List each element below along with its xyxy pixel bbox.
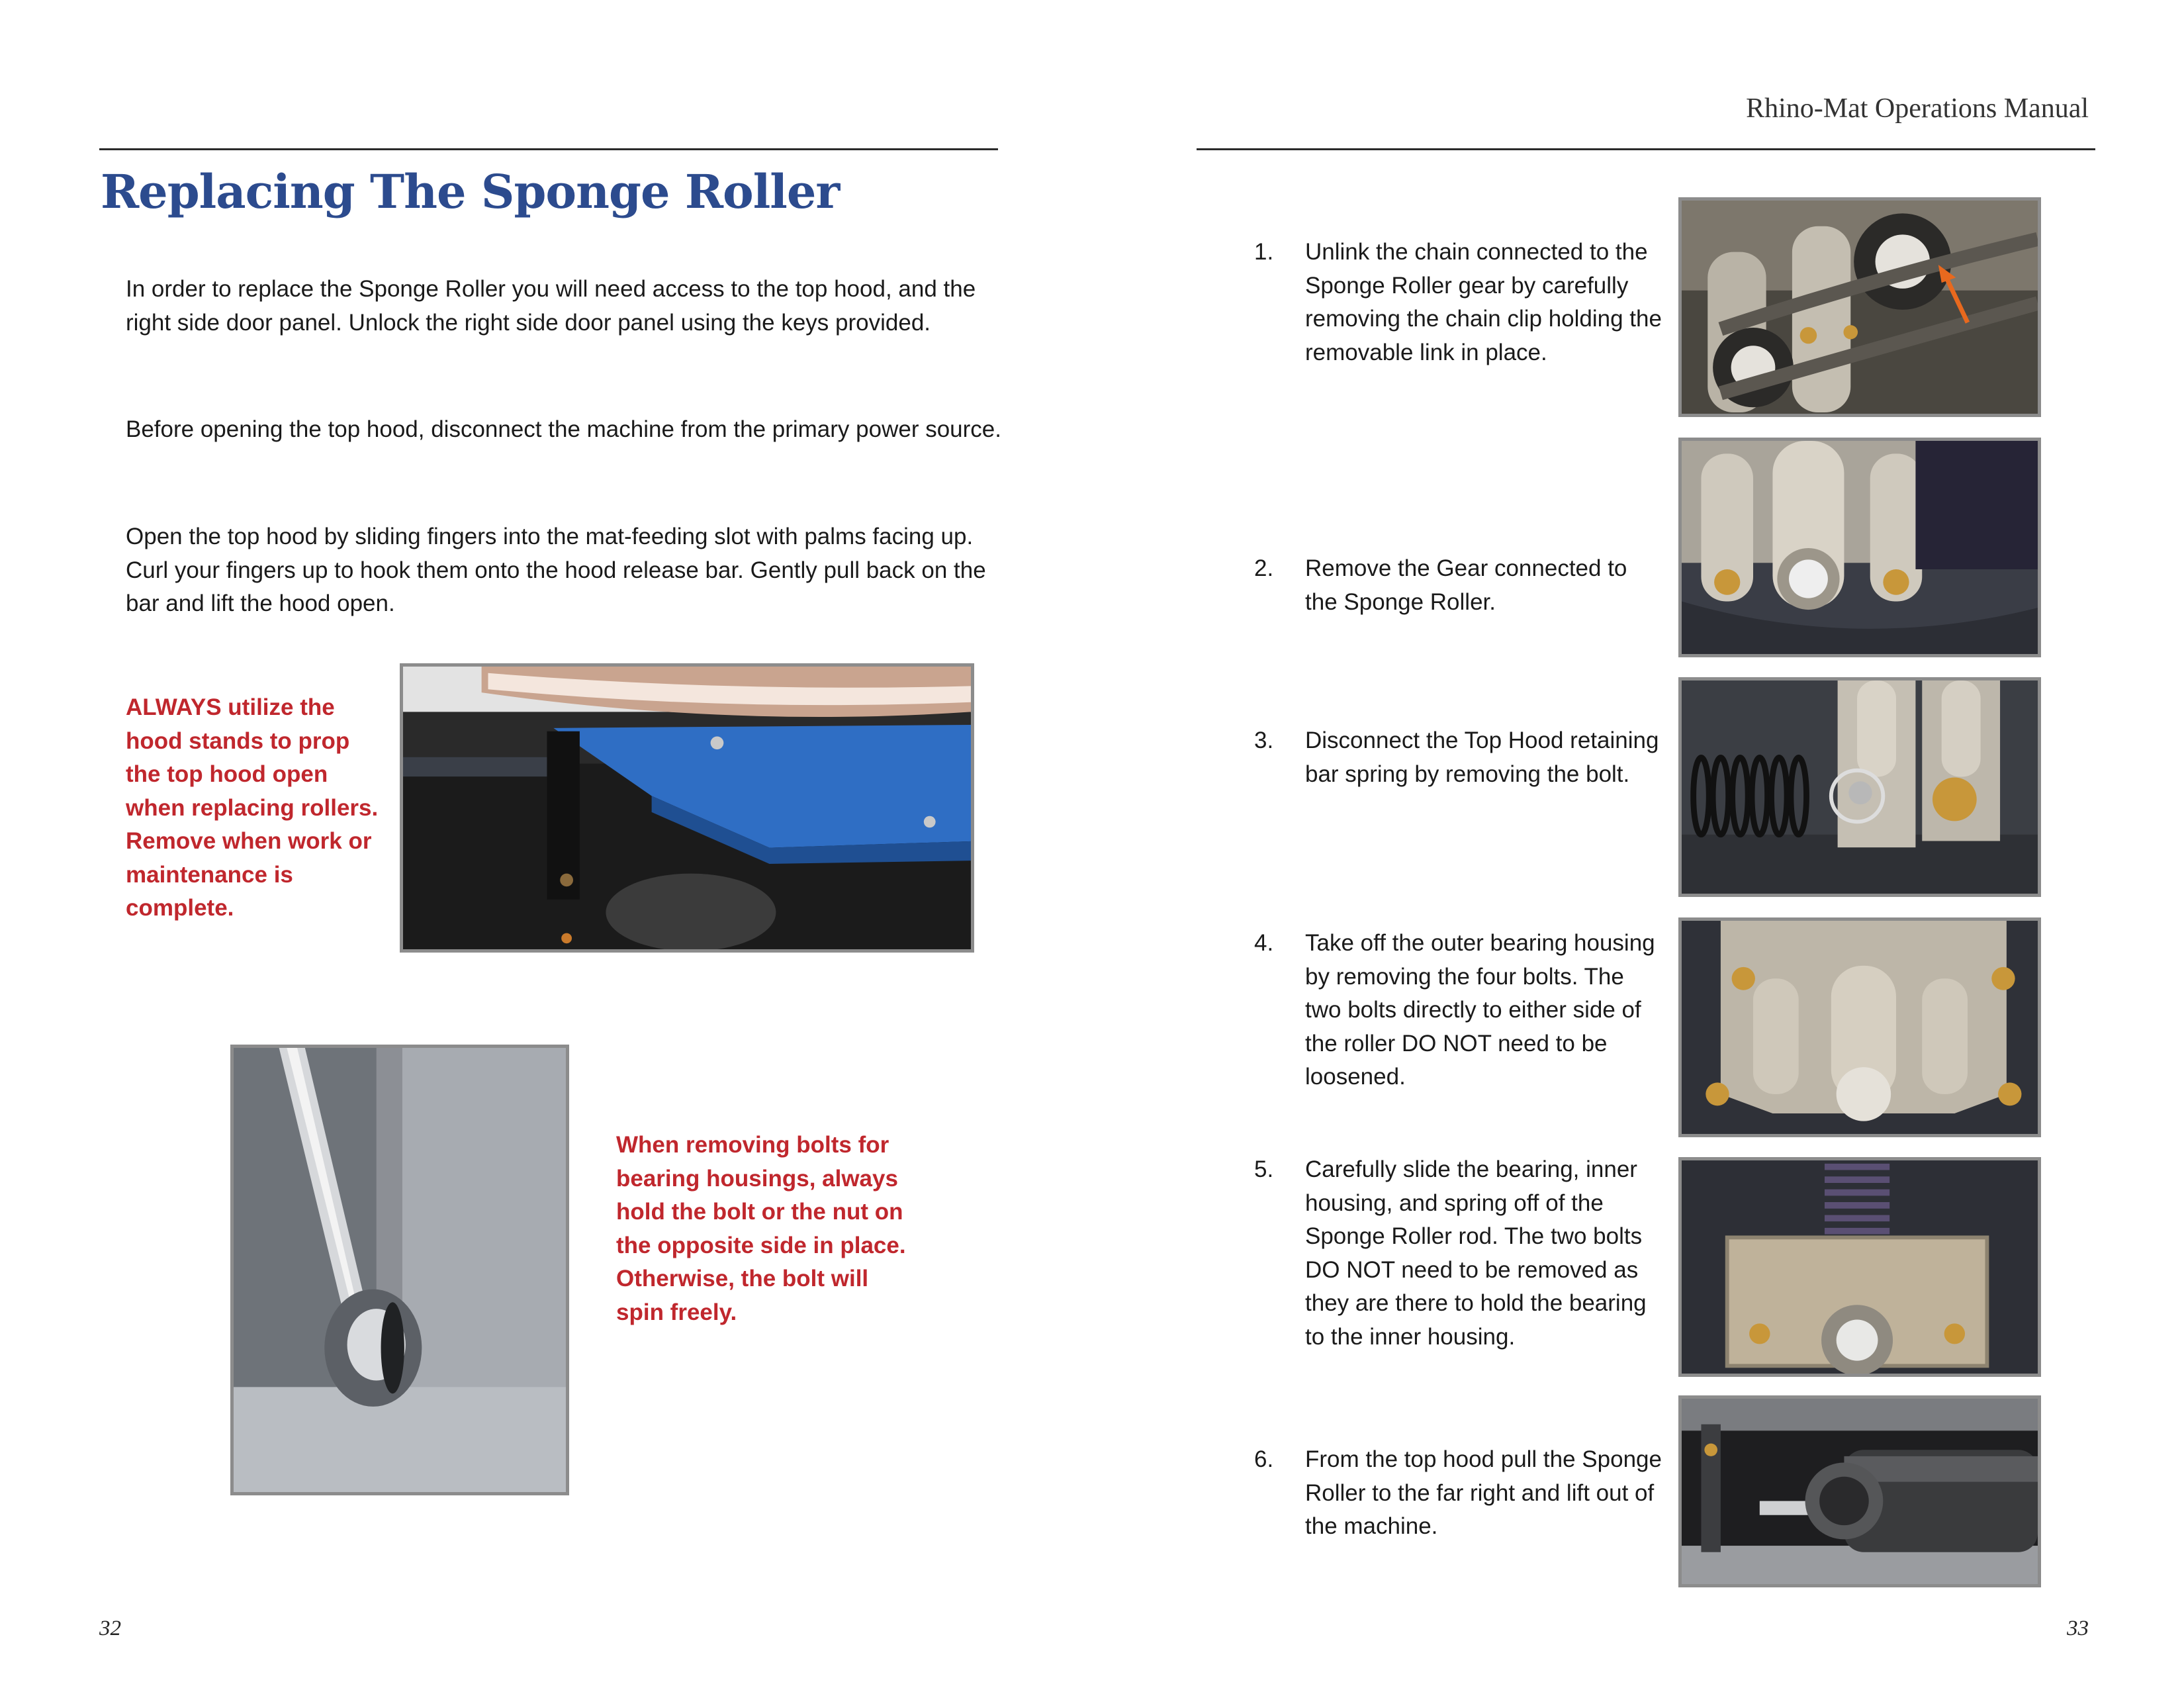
step-4-bearing-housing-photo xyxy=(1678,917,2041,1137)
page-title: Replacing The Sponge Roller xyxy=(101,164,840,219)
step-text: From the top hood pull the Sponge Roller to the far right and lift out of the machine. xyxy=(1305,1446,1662,1539)
step-number: 3. xyxy=(1254,727,1274,753)
step-text: Remove the Gear connected to the Sponge Roller. xyxy=(1305,555,1627,615)
intro-paragraph: In order to replace the Sponge Roller you will need access to the top hood, and the right side door panel. Unlock the right side door panel using the keys provided. xyxy=(126,276,976,336)
right-page-number: 33 xyxy=(2067,1617,2089,1640)
step-3-spring-photo xyxy=(1678,677,2041,897)
manual-title: Rhino-Mat Operations Manual xyxy=(1746,93,2089,124)
step-6-roller-removal-photo xyxy=(1678,1395,2041,1587)
step-number: 1. xyxy=(1254,239,1274,265)
power-paragraph: Before opening the top hood, disconnect the machine from the primary power source. xyxy=(126,416,1001,442)
open-hood-paragraph: Open the top hood by sliding fingers into the mat-feeding slot with palms facing up. Curl your fingers up to hook them onto the hood release bar. Gently pull back on the bar and lift the hood open. xyxy=(126,524,986,616)
left-page-number: 32 xyxy=(99,1617,121,1640)
step-text: Take off the outer bearing housing by removing the four bolts. The two bolts directly to either side of the roller DO NOT need to be loosened. xyxy=(1305,930,1655,1090)
step-number: 5. xyxy=(1254,1156,1274,1182)
step-text: Carefully slide the bearing, inner housing, and spring off of the Sponge Roller rod. The two bolts DO NOT need to be removed as they are there to hold the bearing to the inner housing. xyxy=(1305,1156,1647,1350)
step-number: 6. xyxy=(1254,1446,1274,1472)
step-number: 2. xyxy=(1254,555,1274,581)
step-text: Disconnect the Top Hood retaining bar spring by removing the bolt. xyxy=(1305,727,1659,787)
step-number: 4. xyxy=(1254,930,1274,956)
left-header-rule xyxy=(99,148,998,150)
step-1-chain-photo xyxy=(1678,197,2041,417)
hood-stand-warning: ALWAYS utilize the hood stands to prop the top hood open when replacing rollers. Remove when work or maintenance is complete. xyxy=(126,694,379,921)
bolt-holding-warning: When removing bolts for bearing housings, always hold the bolt or the nut on the opposite side in place. Otherwise, the bolt will spin freely. xyxy=(616,1132,906,1325)
step-2-gear-photo xyxy=(1678,438,2041,657)
right-header-rule xyxy=(1197,148,2095,150)
step-text: Unlink the chain connected to the Sponge Roller gear by carefully removing the chain clip holding the removable link in place. xyxy=(1305,239,1662,365)
step-5-inner-housing-photo xyxy=(1678,1157,2041,1377)
hood-stand-photo xyxy=(400,663,974,953)
wrench-bolt-photo xyxy=(230,1045,569,1495)
